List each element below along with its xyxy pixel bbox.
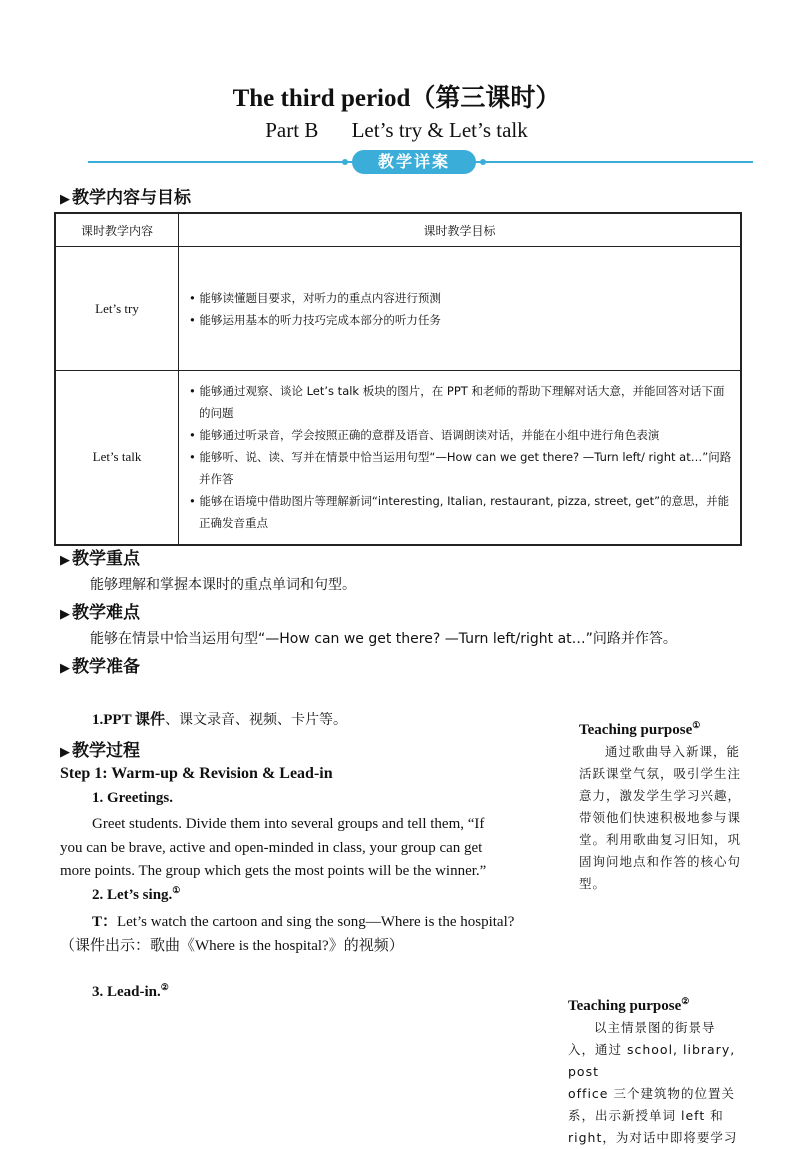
key-points-text: 能够理解和掌握本课时的重点单词和句型。	[90, 577, 356, 593]
page-subtitle	[0, 118, 793, 143]
key-points-heading: ▶ 教学重点	[60, 549, 140, 569]
row-goals	[179, 371, 742, 545]
row-content: Let’s try	[55, 247, 179, 371]
body-line: Greet students. Divide them into several groups and tell them, “If	[92, 816, 485, 832]
goal-item: • 能够通过听录音，学会按照正确的意群及语音、语调朗读对话，并能在小组中进行角色表演	[189, 428, 660, 443]
row-goals	[179, 247, 742, 371]
col-header-goals: 课时教学目标	[179, 213, 742, 247]
body-line: more points. The group which gets the most points will be the winner.”	[60, 863, 487, 879]
triangle-icon: ▶	[60, 607, 70, 622]
page-title: The third period（第三课时）	[232, 85, 561, 112]
preparation-text: 1.PPT 课件、课文录音、视频、卡片等。	[92, 712, 348, 728]
sidebar-note-2	[568, 996, 748, 1149]
difficulties-text: 能够在情景中恰当运用句型“—How can we get there? —Turn left/right at…”问路并作答。	[90, 631, 677, 647]
preparation-bold: 1.PPT 课件	[92, 712, 166, 728]
sidebar-note-1	[579, 720, 751, 895]
footnote-mark: ②	[160, 982, 169, 992]
goals-table	[54, 212, 742, 546]
item1-title: 1. Greetings.	[92, 790, 173, 806]
table-row	[55, 371, 741, 545]
item3-title: 3. Lead-in.②	[92, 982, 169, 1000]
section-banner: 教学详案	[352, 150, 476, 174]
goal-item: • 能够听、说、读、写并在情景中恰当运用句型“—How can we get there? —Turn left/ right at…”问路并作答	[189, 450, 732, 487]
triangle-icon: ▶	[60, 553, 70, 568]
triangle-icon: ▶	[60, 745, 70, 760]
goal-item: • 能够读懂题目要求，对听力的重点内容进行预测	[189, 290, 441, 305]
goal-item: • 能够在语境中借助图片等理解新词“interesting, Italian, restaurant, pizza, street, get”的意思，并能正确发音重点	[189, 494, 730, 531]
item2-line2: （课件出示：歌曲《Where is the hospital?》的视频）	[60, 938, 404, 954]
footnote-mark: ①	[172, 885, 181, 895]
table-row	[55, 247, 741, 371]
table-header-row	[55, 213, 741, 247]
item2-title: 2. Let’s sing.①	[92, 885, 181, 903]
body-line: you can be brave, active and open-minded in class, your group can get	[60, 839, 483, 856]
topic-label: Let’s try & Let’s talk	[351, 118, 528, 142]
step1-title: Step 1: Warm-up & Revision & Lead-in	[60, 765, 333, 782]
sidebar-note-title: Teaching purpose①	[579, 720, 701, 738]
sidebar-note-title: Teaching purpose②	[568, 996, 690, 1014]
difficulties-heading: ▶ 教学难点	[60, 603, 140, 623]
triangle-icon: ▶	[60, 661, 70, 676]
goal-item: • 能够运用基本的听力技巧完成本部分的听力任务	[189, 312, 441, 327]
preparation-heading: ▶ 教学准备	[60, 657, 140, 677]
col-header-content: 课时教学内容	[55, 213, 179, 247]
row-content: Let’s talk	[55, 371, 179, 545]
triangle-icon: ▶	[60, 192, 70, 207]
goals-heading: ▶ 教学内容与目标	[60, 188, 191, 208]
item2-line1: T：Let’s watch the cartoon and sing the song—Where is the hospital?	[92, 914, 515, 930]
sidebar-note-body: 以主情景图的街景导 入，通过 school, library, post office 三个建筑物的位置关 系，出示新授单词 left 和 right，为对话中即将要学习	[568, 1020, 738, 1145]
sidebar-note-body: 通过歌曲导入新课，能 活跃课堂气氛，吸引学生注 意力，激发学生学习兴趣， 带领他们快速积极地参与课 堂。利用歌曲复习旧知，巩 固询问地点和作答的核心句 型。	[579, 744, 742, 891]
goal-item: • 能够通过观察、谈论 Let’s talk 板块的图片，在 PPT 和老师的帮助下理解对话大意，并能回答对话下面的问题	[189, 384, 725, 421]
item1-body	[60, 813, 532, 884]
process-heading: ▶ 教学过程	[60, 741, 140, 761]
part-label: Part B	[265, 118, 319, 142]
